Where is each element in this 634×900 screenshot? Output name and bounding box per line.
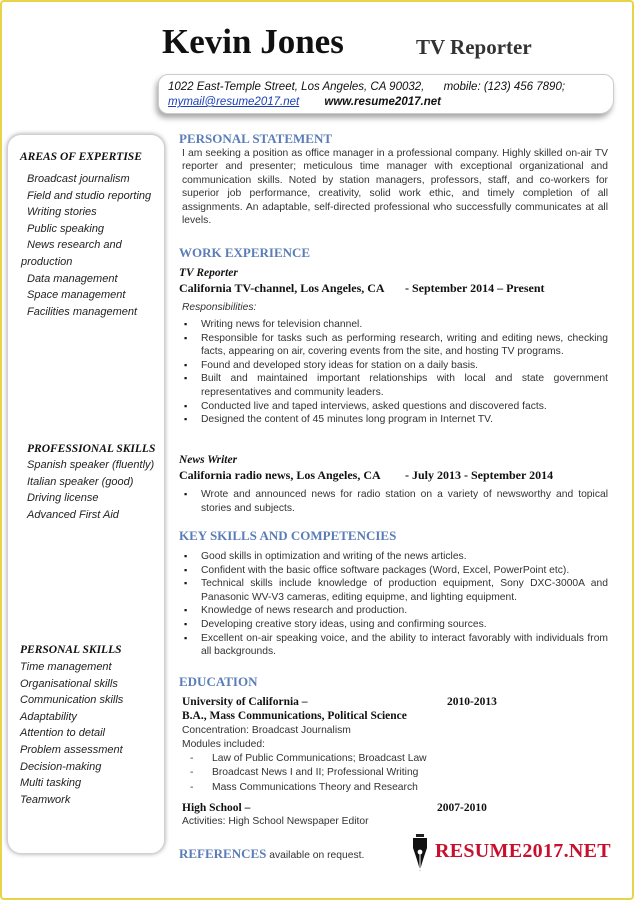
list-item: Facilities management	[27, 305, 138, 318]
job2-bullets	[182, 488, 608, 515]
skills-bullets	[182, 550, 608, 659]
professional-skills-heading: PROFESSIONAL SKILLS	[27, 443, 156, 455]
contact-line-1	[168, 81, 565, 93]
list-item: production	[21, 255, 73, 268]
list-item: ▪ Designed the content of 45 minutes long program in Internet TV.	[182, 413, 608, 427]
list-item: Data management	[27, 272, 118, 285]
list-item: ▪ Good skills in optimization and writing of the news articles.	[182, 550, 608, 564]
references-line	[179, 845, 364, 863]
contact-line-2	[168, 96, 441, 108]
list-item: Public speaking	[27, 222, 105, 235]
university: University of California –	[182, 696, 308, 708]
fountain-pen-icon	[407, 834, 433, 874]
logo-text: RESUME2017.NET	[435, 840, 611, 862]
list-item: Advanced First Aid	[27, 508, 119, 521]
list-item: Italian speaker (good)	[27, 475, 134, 488]
modules-list	[190, 752, 427, 795]
list-item: ▪ Conducted live and taped interviews, asked questions and discovered facts.	[182, 400, 608, 414]
list-item: ▪ Found and developed story ideas for station on a daily basis.	[182, 359, 608, 373]
list-item: Time management	[20, 661, 112, 673]
list-item: Space management	[27, 289, 126, 302]
candidate-name: Kevin Jones	[162, 22, 344, 61]
degree: B.A., Mass Communications, Political Science	[182, 710, 407, 722]
list-item: Driving license	[27, 492, 99, 505]
responsibilities-label: Responsibilities:	[182, 302, 257, 313]
list-item: News research and	[27, 239, 122, 252]
experience-heading: WORK EXPERIENCE	[179, 245, 311, 260]
list-item: Writing stories	[27, 206, 97, 219]
job1-bullets	[182, 318, 608, 427]
list-item: ▪ Confident with the basic office software packages (Word, Excel, PowerPoint etc).	[182, 564, 608, 578]
list-item: Adaptability	[20, 710, 77, 723]
high-school: High School –	[182, 802, 251, 814]
candidate-job-title: TV Reporter	[416, 35, 532, 59]
list-item: ▪ Wrote and announced news for radio station on a variety of newsworthy and topical stories and subjects.	[182, 488, 608, 515]
list-item: ▪ Responsible for tasks such as performing research, writing and editing news, checking facts, appearing on air, covering events from the site, and hosting TV programs.	[182, 332, 608, 359]
list-item: Multi tasking	[20, 777, 82, 790]
professional-skills-list	[27, 457, 154, 523]
list-item: Decision-making	[20, 760, 102, 773]
job2-title: News Writer	[179, 454, 238, 466]
list-item: Teamwork	[20, 793, 71, 806]
job1-company: California TV-channel, Los Angeles, CA	[179, 281, 385, 295]
list-item: Attention to detail	[20, 727, 106, 740]
list-item: - Law of Public Communications; Broadcast Law	[190, 752, 427, 766]
list-item: ▪ Writing news for television channel.	[182, 318, 608, 332]
list-item: ▪ Built and maintained important relationships with local and state government representatives and community leaders.	[182, 372, 608, 399]
mobile: mobile: (123) 456 7890;	[443, 81, 566, 93]
expertise-list	[21, 171, 151, 320]
high-school-dates: 2007-2010	[437, 802, 487, 814]
job2-company-line	[179, 468, 554, 483]
references-text: available on request.	[266, 850, 365, 861]
activities: Activities: High School Newspaper Editor	[182, 816, 369, 827]
concentration: Concentration: Broadcast Journalism	[182, 725, 351, 736]
job1-title: TV Reporter	[179, 267, 238, 279]
job2-dates: - July 2013 - September 2014	[405, 468, 554, 482]
resume2017-logo	[407, 834, 611, 874]
job2-company: California radio news, Los Angeles, CA	[179, 468, 381, 482]
list-item: Problem assessment	[20, 743, 123, 756]
modules-label: Modules included:	[182, 739, 265, 750]
job1-company-line	[179, 281, 545, 296]
expertise-heading: AREAS OF EXPERTISE	[20, 151, 142, 163]
list-item: Field and studio reporting	[27, 189, 152, 202]
education-heading: EDUCATION	[179, 674, 258, 689]
list-item: - Mass Communications Theory and Research	[190, 781, 427, 795]
list-item: Communication skills	[20, 694, 124, 707]
personal-skills-heading: PERSONAL SKILLS	[20, 644, 122, 656]
list-item: Spanish speaker (fluently)	[27, 459, 155, 471]
list-item: ▪ Knowledge of news research and production.	[182, 604, 608, 618]
email-link[interactable]: mymail@resume2017.net	[168, 96, 300, 108]
statement-heading: PERSONAL STATEMENT	[179, 131, 333, 146]
university-dates: 2010-2013	[447, 696, 497, 708]
list-item: ▪ Technical skills include knowledge of production equipment, Sony DXC-3000A and Panasonic WV-V3 cameras, editing equipme, and lighting equipment.	[182, 577, 608, 604]
website-link[interactable]: www.resume2017.net	[324, 96, 441, 108]
skills-heading: KEY SKILLS AND COMPETENCIES	[179, 528, 397, 543]
statement-text: I am seeking a position as office manager in a professional company. Highly skilled on-air TV reporter and presenter; meticulous time manager with exceptional organizational and communication skills. Noted by station managers, professors, staff, and co-workers for superior job performance, creativity, solid work ethic, and timely completion of all assignments. An adaptable, self-directed professional who successfully communicates at all levels.	[182, 148, 608, 227]
list-item: Broadcast journalism	[27, 173, 130, 185]
list-item: Organisational skills	[20, 677, 118, 690]
list-item: ▪ Excellent on-air speaking voice, and the ability to interact favorably with individuals from all backgrounds.	[182, 632, 608, 659]
personal-skills-list	[20, 659, 123, 808]
contact-box	[158, 74, 614, 114]
job1-dates: - September 2014 – Present	[405, 281, 545, 295]
address: 1022 East-Temple Street, Los Angeles, CA 90032,	[168, 81, 425, 93]
references-heading: REFERENCES	[179, 846, 267, 861]
list-item: - Broadcast News I and II; Professional Writing	[190, 766, 427, 780]
list-item: ▪ Developing creative story ideas, using and confirming sources.	[182, 618, 608, 632]
